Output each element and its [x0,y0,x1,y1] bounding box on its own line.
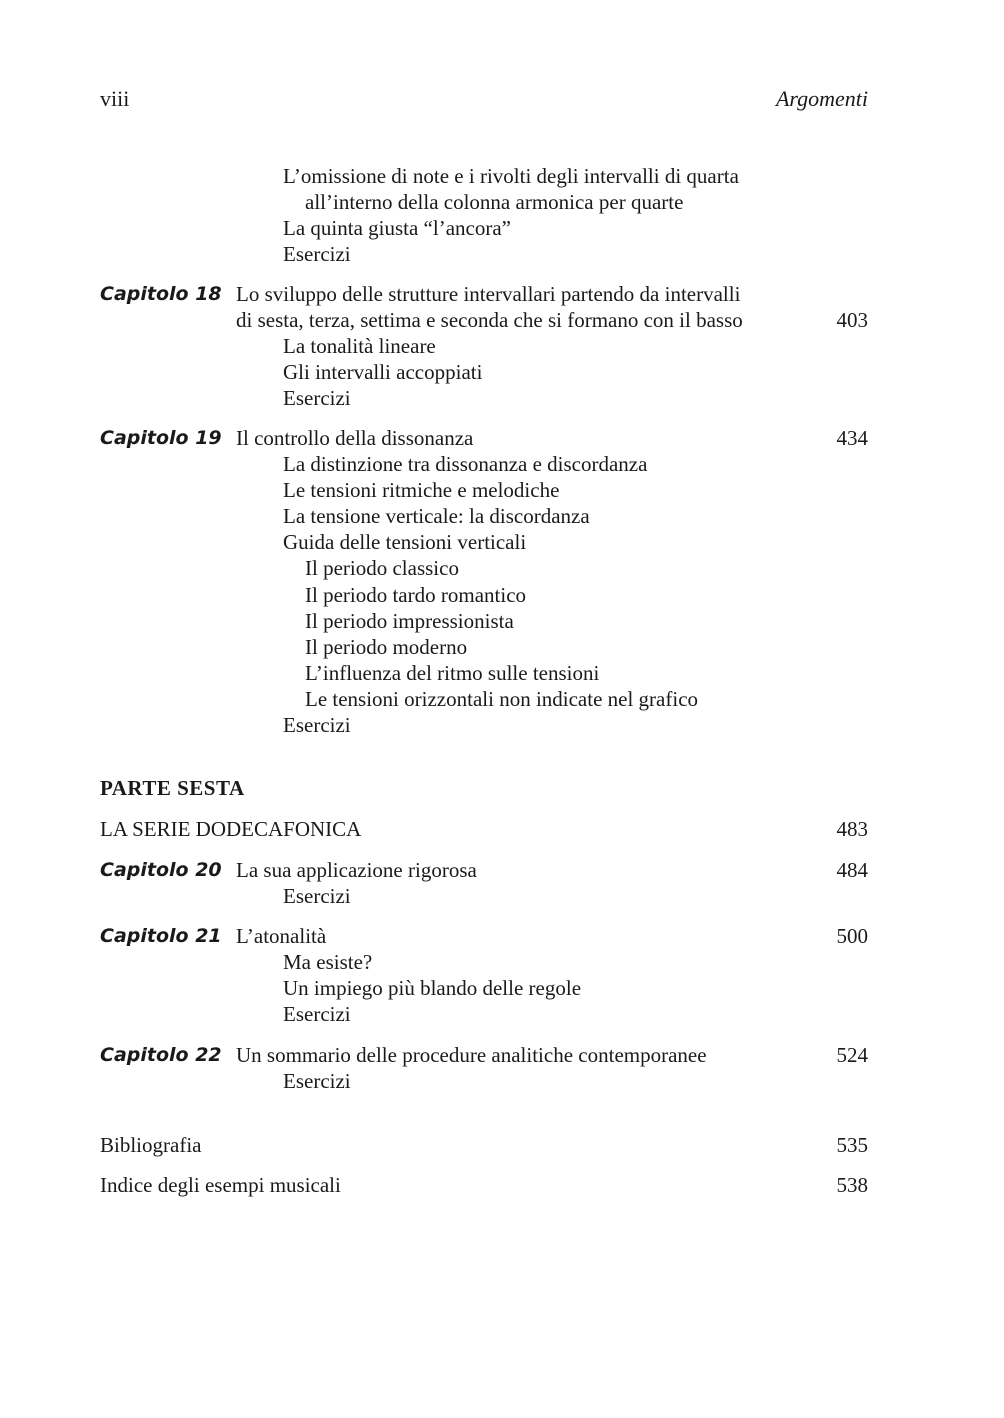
chapter-title[interactable]: di sesta, terza, settima e seconda che si formano con il basso [236,308,743,332]
backmatter-page: 535 [836,1133,868,1157]
toc-subsubentry[interactable]: L’influenza del ritmo sulle tensioni [305,661,600,685]
toc-subentry[interactable]: L’omissione di note e i rivolti degli intervalli di quarta [283,164,739,188]
backmatter-title[interactable]: Bibliografia [100,1133,202,1157]
part-title[interactable]: LA SERIE DODECAFONICA [100,817,362,841]
page-number: viii [100,86,130,111]
toc-subentry[interactable]: Gli intervalli accoppiati [283,360,483,384]
chapter-label: Capitolo 20 [100,859,222,881]
chapter-title[interactable]: La sua applicazione rigorosa [236,858,477,882]
toc-subsubentry[interactable]: Le tensioni orizzontali non indicate nel grafico [305,687,699,711]
part-page: 483 [836,817,868,841]
toc-subentry[interactable]: Esercizi [283,1002,351,1026]
toc-subsubentry[interactable]: Il periodo classico [305,556,459,580]
chapter-page: 524 [836,1043,868,1067]
chapter-label: Capitolo 18 [100,283,222,305]
toc-subentry[interactable]: Guida delle tensioni verticali [283,530,527,554]
chapter-page: 500 [836,924,868,948]
toc-subentry[interactable]: Ma esiste? [283,950,373,974]
toc-subentry[interactable]: Esercizi [283,242,351,266]
toc-subentry[interactable]: La distinzione tra dissonanza e discordanza [283,452,648,476]
toc-subentry[interactable]: Le tensioni ritmiche e melodiche [283,478,560,502]
chapter-page: 434 [836,426,868,450]
chapter-title[interactable]: Un sommario delle procedure analitiche contemporanee [236,1043,707,1067]
chapter-title[interactable]: Il controllo della dissonanza [236,426,474,450]
chapter-title[interactable]: L’atonalità [236,924,327,948]
running-title: Argomenti [775,86,868,111]
chapter-page: 403 [836,308,868,332]
chapter-page: 484 [836,858,868,882]
backmatter-title[interactable]: Indice degli esempi musicali [100,1173,341,1197]
toc-subentry[interactable]: Esercizi [283,1069,351,1093]
toc-subsubentry[interactable]: Il periodo impressionista [305,609,514,633]
backmatter-page: 538 [836,1173,868,1197]
chapter-label: Capitolo 19 [100,427,222,449]
toc-subentry[interactable]: Esercizi [283,713,351,737]
toc-subentry[interactable]: Un impiego più blando delle regole [283,976,582,1000]
toc-subentry[interactable]: Esercizi [283,386,351,410]
toc-subentry[interactable]: Esercizi [283,884,351,908]
toc-subentry[interactable]: La tensione verticale: la discordanza [283,504,590,528]
toc-subsubentry[interactable]: Il periodo moderno [305,635,468,659]
toc-subentry[interactable]: La quinta giusta “l’ancora” [283,216,511,240]
toc-subentry[interactable]: La tonalità lineare [283,334,436,358]
part-heading: PARTE SESTA [100,776,245,800]
toc-subsubentry[interactable]: Il periodo tardo romantico [305,583,527,607]
chapter-label: Capitolo 22 [100,1044,222,1066]
chapter-title[interactable]: Lo sviluppo delle strutture intervallari partendo da intervalli [236,282,741,306]
toc-subentry[interactable]: all’interno della colonna armonica per quarte [305,190,684,214]
chapter-label: Capitolo 21 [100,925,222,947]
